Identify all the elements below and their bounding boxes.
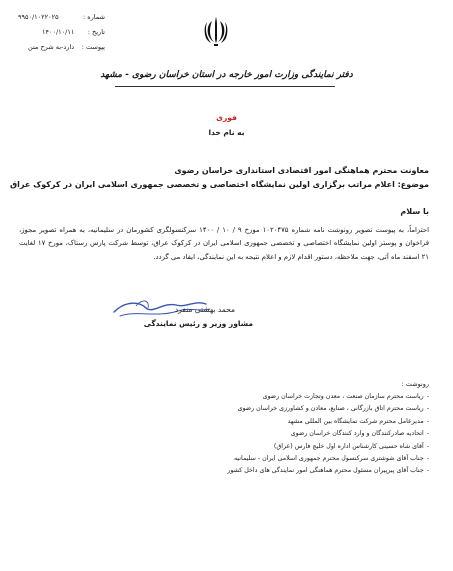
subject-line: موضوع: اعلام مراتب برگزاری اولین نمایشگاه اختصاصی و تخصصی جمهوری اسلامی ایران در کرکوک عراق	[9, 180, 429, 189]
cc-item: -مدیرعامل محترم شرکت نمایشگاه بین المللی مشهد	[287, 417, 429, 425]
date-label: تاریخ :	[87, 28, 105, 36]
office-divider	[115, 86, 335, 87]
cc-item: -جناب آقای پیرپیران مسئول محترم هماهنگی امور نمایندگی های داخل کشور	[227, 467, 429, 475]
number-value: ۹۹۵۰/۱۰۲۲۰۲۵	[18, 13, 59, 21]
cc-item: -جناب آقای شوشتری سرکنسول محترم جمهوری اسلامی ایران - سلیمانیه	[234, 454, 429, 462]
basmala-heading: به نام خدا	[208, 128, 245, 137]
urgent-label: فوری	[216, 113, 237, 122]
iran-emblem-icon	[203, 14, 229, 48]
date-value: ۱۴۰۰/۱۰/۱۱	[42, 28, 75, 36]
cc-label: رونوشت :	[401, 380, 429, 388]
attachment-value: دارد-به شرح متن	[28, 43, 75, 51]
number-label: شماره :	[83, 13, 105, 21]
signer-name: محمد بهشتی منفرد	[174, 305, 235, 314]
signer-title: مشاور وزیر و رئیس نمایندگی	[143, 319, 253, 328]
recipient-line: معاونت محترم هماهنگی امور اقتصادی استانداری خراسان رضوی	[174, 166, 429, 175]
cc-item: -ریاست محترم اتاق بازرگانی ، صنایع، معادن و کشاورزی خراسان رضوی	[237, 405, 429, 413]
cc-item: -ریاست محترم سازمان صنعت ، معدن وتجارت خراسان رضوی	[262, 393, 429, 400]
cc-item: -اتحادیه صادرکنندگان و وارد کنندگان خراسان رضوی	[290, 430, 429, 438]
greeting-line: با سلام	[400, 207, 429, 216]
cc-list	[29, 391, 429, 478]
office-line: دفتر نمایندگی وزارت امور خارجه در استان خراسان رضوی - مشهد	[100, 70, 353, 80]
letter-body: احتراماً، به پیوست تصویر رونوشت نامه شماره ۱۰۲۰۴۷۵ مورخ ۹ / ۱۰ / ۱۴۰۰ سرکنسولگری کشورمان در سلیمانیه، به همراه تصویر مجوز، فراخوان و پوستر اولین نمایشگاه اختصاصی و تخصصی جمهوری اسلامی ایران در کرکوک عراق، توسط شرکت پارس رستاک، مورخ ۱۷ لغایت ۲۱ اسفند ماه آتی، جهت ملاحظه، دستور اقدام لازم و اعلام نتیجه به این نمایندگی، ایفاد می گردد.	[19, 226, 429, 261]
cc-item: -آقای شاه حسینی کارشناس اداره اول خلیج فارس (عراق)	[273, 442, 429, 450]
attachment-label: پیوست :	[81, 43, 105, 51]
